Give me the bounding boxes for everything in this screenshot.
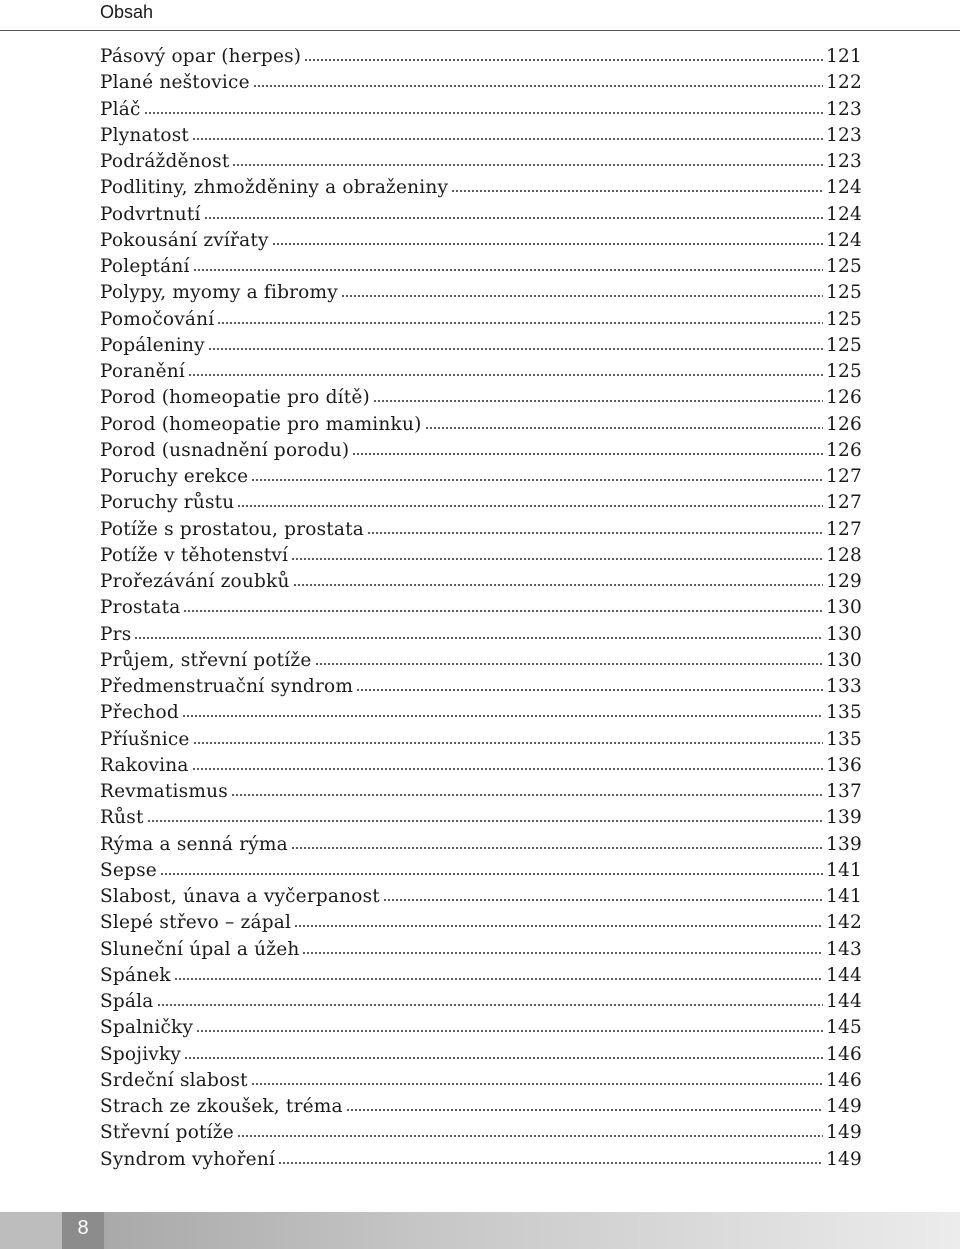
dot-leader [196, 1030, 823, 1032]
dot-leader [183, 610, 823, 612]
dot-leader [134, 637, 823, 639]
toc-entry [100, 937, 862, 963]
toc-entry [100, 464, 862, 490]
toc-entry [100, 1015, 862, 1041]
toc-entry-label: Rýma a senná rýma [100, 833, 288, 855]
toc-entry [100, 674, 862, 700]
toc-entry [100, 307, 862, 333]
toc-entry-page: 127 [826, 518, 862, 540]
toc-entry-page: 139 [826, 833, 862, 855]
toc-entry-page: 130 [826, 597, 862, 619]
toc-entry-label: Poruchy erekce [100, 466, 249, 487]
toc-entry-label: Prořezávání zoubků [100, 571, 290, 592]
toc-entry [100, 202, 862, 228]
toc-entry [100, 228, 862, 254]
dot-leader [160, 873, 823, 875]
toc-entry [100, 569, 862, 595]
toc-entry-label: Pásový opar (herpes) [100, 46, 302, 67]
toc-entry [100, 622, 862, 648]
toc-entry-page: 144 [826, 964, 862, 986]
dot-leader [356, 689, 823, 691]
toc-entry-label: Syndrom vyhoření [100, 1148, 276, 1170]
toc-entry [100, 359, 862, 385]
toc-entry [100, 1147, 862, 1173]
toc-entry [100, 727, 862, 753]
toc-entry-page: 149 [826, 1148, 862, 1170]
toc-entry-label: Průjem, střevní potíže [100, 649, 312, 671]
toc-entry-label: Příušnice [100, 728, 190, 750]
toc-entry [100, 1042, 862, 1068]
toc-entry-page: 135 [826, 728, 862, 750]
toc-entry [100, 648, 862, 674]
toc-entry-page: 127 [826, 466, 862, 487]
toc-entry-page: 142 [826, 912, 862, 934]
toc-entry-page: 128 [826, 544, 862, 566]
toc-entry-label: Plané neštovice [100, 72, 250, 94]
dot-leader [188, 374, 823, 376]
toc-entry-label: Polypy, myomy a fibromy [100, 282, 338, 304]
toc-entry [100, 1094, 862, 1120]
toc-entry [100, 333, 862, 359]
toc-entry-page: 126 [826, 439, 862, 461]
toc-entry [100, 832, 862, 858]
toc-entry-label: Porod (usnadnění porodu) [100, 439, 350, 461]
toc-entry-label: Popáleniny [100, 334, 205, 356]
dot-leader [291, 847, 823, 849]
dot-leader [193, 742, 824, 744]
toc-entry-page: 141 [826, 859, 862, 881]
dot-leader [251, 1083, 823, 1085]
dot-leader [184, 1057, 823, 1059]
toc-entry [100, 44, 862, 70]
toc-entry-label: Poranění [100, 361, 186, 382]
header-divider [0, 30, 960, 31]
toc-entry-label: Podvrtnutí [100, 203, 201, 225]
dot-leader [346, 1109, 823, 1111]
toc-entry [100, 595, 862, 621]
toc-entry-label: Spojivky [100, 1043, 182, 1065]
toc-entry-label: Spalničky [100, 1017, 194, 1039]
dot-leader [352, 453, 823, 455]
toc-entry-page: 127 [826, 492, 862, 514]
toc-entry [100, 175, 862, 201]
toc-entry-page: 133 [826, 676, 862, 697]
dot-leader [367, 532, 823, 534]
toc-entry-label: Podlitiny, zhmožděniny a obraženiny [100, 177, 449, 199]
toc-entry-page: 129 [826, 571, 862, 592]
dot-leader [253, 85, 823, 87]
toc-entry-page: 125 [826, 282, 862, 304]
dot-leader [304, 59, 823, 61]
toc-entry-label: Rakovina [100, 754, 189, 776]
toc-entry [100, 438, 862, 464]
toc-entry-page: 136 [826, 754, 862, 776]
dot-leader [182, 715, 823, 717]
toc-entry-page: 139 [826, 807, 862, 829]
toc-entry-label: Spála [100, 991, 154, 1012]
dot-leader [237, 505, 823, 507]
toc-entry-label: Potíže s prostatou, prostata [100, 518, 365, 540]
toc-entry-page: 125 [826, 361, 862, 382]
toc-entry-page: 123 [826, 124, 862, 146]
page-header [0, 0, 960, 32]
toc-entry-page: 126 [826, 413, 862, 435]
footer-left-block [0, 1212, 62, 1249]
toc-entry-label: Plynatost [100, 124, 190, 146]
toc-entry-page: 146 [826, 1069, 862, 1091]
dot-leader [315, 663, 824, 665]
toc-entry-label: Sepse [100, 859, 157, 881]
dot-leader [373, 400, 823, 402]
section-title: Obsah [100, 2, 154, 22]
dot-leader [293, 584, 824, 586]
toc-entry-page: 141 [826, 886, 862, 907]
toc-entry-label: Porod (homeopatie pro dítě) [100, 387, 370, 409]
dot-leader [278, 1162, 823, 1164]
toc-entry-page: 149 [826, 1122, 862, 1144]
toc-entry [100, 97, 862, 123]
dot-leader [291, 558, 823, 560]
footer-gradient-bar [104, 1212, 960, 1249]
toc-entry-page: 125 [826, 308, 862, 330]
toc-entry [100, 884, 862, 910]
toc-entry [100, 700, 862, 726]
toc-entry [100, 1068, 862, 1094]
toc-entry-page: 124 [826, 203, 862, 225]
toc-entry-page: 124 [826, 177, 862, 199]
dot-leader [192, 138, 823, 140]
toc-entry [100, 490, 862, 516]
dot-leader [174, 978, 823, 980]
dot-leader [232, 164, 823, 166]
toc-entry [100, 412, 862, 438]
toc-entry [100, 543, 862, 569]
toc-entry [100, 753, 862, 779]
toc-entry-label: Poruchy růstu [100, 492, 235, 514]
toc-entry-label: Spánek [100, 964, 171, 986]
dot-leader [425, 427, 824, 429]
dot-leader [144, 112, 824, 114]
dot-leader [272, 243, 823, 245]
toc-entry [100, 963, 862, 989]
toc-entry-page: 125 [826, 256, 862, 277]
dot-leader [383, 899, 823, 901]
dot-leader [157, 1004, 824, 1006]
toc-entry-label: Sluneční úpal a úžeh [100, 938, 300, 960]
toc-entry [100, 280, 862, 306]
toc-entry-page: 126 [826, 387, 862, 409]
toc-entry-page: 123 [826, 151, 862, 172]
toc-entry-page: 143 [826, 938, 862, 960]
table-of-contents [100, 44, 862, 1173]
toc-entry-page: 146 [826, 1043, 862, 1065]
dot-leader [294, 925, 823, 927]
dot-leader [341, 295, 823, 297]
toc-entry-page: 122 [826, 72, 862, 94]
page-number: 8 [77, 1217, 89, 1239]
toc-entry-label: Prs [100, 623, 132, 645]
dot-leader [237, 1135, 823, 1137]
dot-leader [251, 479, 823, 481]
dot-leader [451, 190, 823, 192]
toc-entry [100, 70, 862, 96]
toc-entry [100, 1120, 862, 1146]
dot-leader [302, 952, 823, 954]
toc-entry [100, 910, 862, 936]
toc-entry-page: 130 [826, 623, 862, 645]
toc-entry-label: Střevní potíže [100, 1122, 234, 1144]
toc-entry [100, 385, 862, 411]
page-footer [0, 1212, 960, 1249]
toc-entry-page: 121 [826, 46, 862, 67]
toc-entry [100, 123, 862, 149]
toc-entry [100, 254, 862, 280]
toc-entry-label: Porod (homeopatie pro maminku) [100, 413, 422, 435]
toc-entry-page: 124 [826, 229, 862, 251]
toc-entry-label: Prostata [100, 597, 181, 619]
toc-entry-page: 145 [826, 1017, 862, 1039]
toc-entry-label: Přechod [100, 702, 179, 724]
toc-entry-label: Revmatismus [100, 781, 228, 802]
toc-entry-page: 125 [826, 334, 862, 356]
toc-entry-page: 135 [826, 702, 862, 724]
toc-entry-page: 130 [826, 649, 862, 671]
toc-entry-label: Předmenstruační syndrom [100, 676, 354, 697]
dot-leader [193, 269, 823, 271]
toc-entry [100, 805, 862, 831]
toc-entry-label: Slepé střevo – zápal [100, 912, 292, 934]
page-number-box [62, 1212, 104, 1249]
toc-entry [100, 149, 862, 175]
toc-entry-label: Poleptání [100, 256, 190, 277]
dot-leader [147, 820, 824, 822]
toc-entry-label: Slabost, únava a vyčerpanost [100, 886, 380, 907]
toc-entry-page: 144 [826, 991, 862, 1012]
toc-entry-label: Strach ze zkoušek, tréma [100, 1096, 343, 1117]
toc-entry-label: Podrážděnost [100, 151, 230, 172]
toc-entry-page: 149 [826, 1096, 862, 1117]
dot-leader [208, 348, 823, 350]
toc-entry-page: 123 [826, 98, 862, 120]
toc-entry-label: Srdeční slabost [100, 1069, 248, 1091]
toc-entry-label: Pláč [100, 98, 141, 120]
toc-entry [100, 517, 862, 543]
dot-leader [217, 322, 823, 324]
toc-entry-label: Pokousání zvířaty [100, 229, 269, 251]
toc-entry-label: Růst [100, 807, 144, 829]
dot-leader [231, 794, 823, 796]
toc-entry [100, 989, 862, 1015]
dot-leader [204, 217, 823, 219]
dot-leader [192, 768, 823, 770]
toc-entry-label: Potíže v těhotenství [100, 544, 289, 566]
toc-entry [100, 858, 862, 884]
toc-entry-label: Pomočování [100, 308, 215, 330]
toc-entry-page: 137 [826, 781, 862, 802]
toc-entry [100, 779, 862, 805]
